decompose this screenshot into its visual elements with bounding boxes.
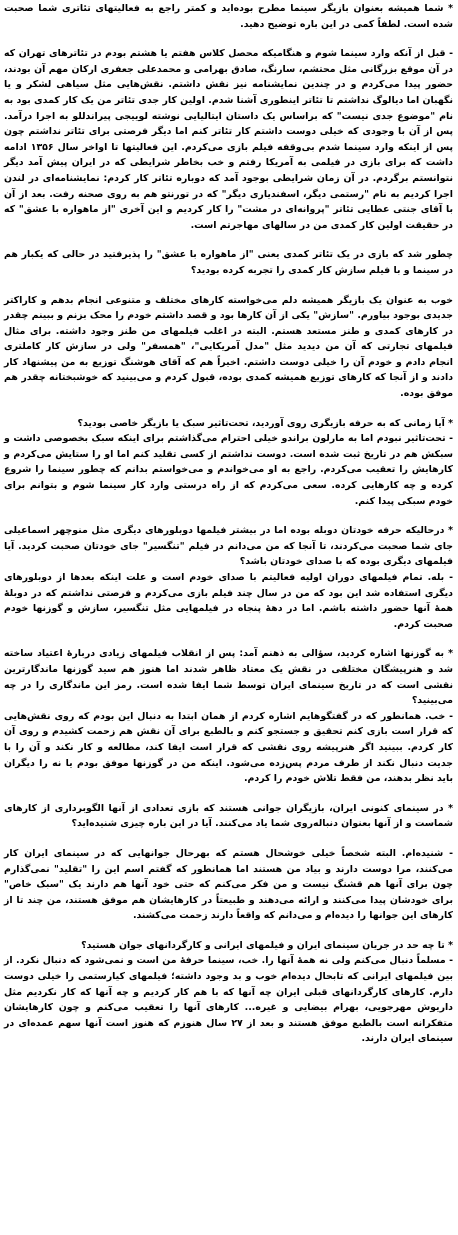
paragraph-qa-iranian-cinema: * تا چه حد در جریان سینمای ایران و فیلمهای ایرانی و کارگردانهای جوان هستید؟ - مسلماً دنبال می‌کنم ولی نه همهٔ آنها را. خب، سینما حرفهٔ من است و نمی‌شود که دنبال نکرد. از بین فیلمهای ایرانی که تابحال دیده‌ام خوب و بد وجود داشته؛ فیلمهای کیارستمی را خیلی دوست دارم. کارهای کارگردانهای قبلی ایران چه آنها که با هم کار کردیم و چه آنها که کار نکردیم مثل داریوش مهرجویی، بهرام بیضایی و غیره... کارهای آنها را تعقیب می‌کنم و چون کارهایشان متفکرانه است بالطبع موفق هستند و بعد از ۲۷ سال هنوزم که هنوز است آنها سهم عمده‌ای در سینمای ایران دارند. xyxy=(4,939,453,1045)
paragraph-question-theater: * شما همیشه بعنوان بازیگر سینما مطرح بوده‌اید و کمتر راجع به فعالیتهای تئاتری شما صحبت شده است. لطفاً کمی در این باره توضیح دهید. xyxy=(4,3,453,30)
paragraph-answer-comedy: خوب به عنوان یک بازیگر همیشه دلم می‌خواسته کارهای مختلف و متنوعی انجام بدهم و کاراکتر جدیدی بوجود بیاورم. "سازش" یکی از آن کارها بود و قصد داشتم خودم را محک بزنم و ببینم چقدر در کارهای کمدی و طنز مستعد هستم. البته در اغلب فیلمهای من طنز وجود داشته. برای مثال فیلمهای تجارتی که آن من دیدید مثل "مدل آمریکایی"، "همسفر" ولی در سازش کار کاملتری انجام دادم و خودم آن را خیلی دوست داشتم. اخیراً هم که آقای هوشنگ توزیع به من پیشنهاد کار دادند و از آنجا که کارهای توزیع همیشه کمدی بوده، قبول کردم و می‌بینید که خوشبختانه چقدر هم موفق بوده. xyxy=(4,294,453,400)
paragraph-qa-acting-style: * آیا زمانی که به حرفه بازیگری روی آوردید، تحت‌تاثیر سبک یا بازیگر خاصی بودید؟ - تحت‌تاثیر نبودم اما به مارلون براندو خیلی احترام می‌گذاشتم برای اینکه سبک بخصوصی داشت و سبکش هم در تاریخ ثبت شده است. دوست نداشتم از کسی تقلید کنم اما او را ستایش می‌کردم و کارهایش را تعقیب می‌کردم. راجع به او می‌خواندم و می‌خواستم بدانم که چطور سینما را شروع کرده و چه کارهایی کرده. سعی می‌کردم که از راه درستی وارد کار سینما شوم و بتوانم برای خودم سبکی پیدا کنم. xyxy=(4,417,453,507)
paragraph-question-comedy: چطور شد که بازی در یک تئاتر کمدی یعنی "از ماهواره با عشق" را پذیرفتید در حالی که یکبار هم در سینما و با فیلم سازش کار کمدی را تجربه کرده بودید؟ xyxy=(4,249,453,276)
document-body xyxy=(4,1,453,1047)
paragraph-qa-gavaznha: * به گوزنها اشاره کردید، سؤالی به ذهنم آمد: پس از انقلاب فیلمهای زیادی دربارهٔ اعتیاد ساخته شد و هنرپیشگان مختلفی در نقش یک معتاد ظاهر شدند اما هنوز هم سید گوزنها ماندگارترین نقشی است که در تاریخ سینمای ایران توسط شما ایفا شده است. رمز این ماندگاری را در چه می‌بینید؟ - خب. همانطور که در گفتگوهایم اشاره کردم از همان ابتدا به دنبال این بودم که روی نقش‌هایی که قرار است بازی کنم تحقیق و جستجو کنم و بالطبع برای آن نقش هم زحمت کشیدم و روی آن کار کردم. ببینید اگر هنرپیشه روی نقشی که قرار است ایفا کند، مطالعه و کار نکند و آن را با جدیت دنبال نکند از طرف مردم پس‌زده می‌شود. اینکه من در گوزنها موفق بودم یا نه را دیگران باید نظر بدهند، من فقط تلاش خودم را کردم. xyxy=(4,648,453,785)
paragraph-question-young-actors: * در سینمای کنونی ایران، بازیگران جوانی هستند که بازی تعدادی از آنها الگوبرداری از کارهای شماست و از آنها بعنوان دنباله‌روی شما یاد می‌کنند. آیا در این باره چیزی شنیده‌اید؟ xyxy=(4,802,453,830)
paragraph-qa-dubbing: * درحالیکه حرفه خودتان دوبله بوده اما در بیشتر فیلمها دوبلورهای دیگری مثل منوچهر اسماعیلی جای شما صحبت می‌کردند، تا آنجا که من می‌دانم در فیلم "تنگسیر" جای خودتان صحبت کردید. آیا فیلمهای دیگری بوده که با صدای خودتان باشد؟ - بله. تمام فیلمهای دوران اولیه فعالیتم با صدای خودم است و علت اینکه بعدها از دوبلورهای دیگری استفاده شد این بود که من در سال چند فیلم بازی می‌کردم و فرصتی نداشتم که در دوبلهٔ همهٔ آنها حضور داشته باشم. اما در دههٔ پنجاه در فیلمهایی مثل تنگسیر، سازش و گوزنها خودم صحبت کردم. xyxy=(4,525,453,630)
paragraph-answer-theater: - قبل از آنکه وارد سینما شوم و هنگامیکه محصل کلاس هفتم یا هشتم بودم در تئاترهای تهران که در آن موقع بزرگانی مثل محتشم، سارنگ، صادق بهرامی و محمدعلی جعفری ارکان مهم آن بودند، حضور پیدا می‌کردم و در چندین نمایشنامه نیز نقش داشتم. نقش‌هایی مثل سیاهی لشکر و یا نگهبان اما دیالوگ نداشتم تا تئاتر اینطوری آشنا شدم. اولین کار جدی تئاتر من یک کار کمدی بود به نام "موضوع جدی نیست" که براساس یک داستان ایتالیایی نوشته لوییجی پیراندللو به اجرا درآمد. پس از آن با وجودی که خیلی دوست داشتم کار تئاتر کنم اما دیگر فرصتی برای تئاتر نداشتم چون پس از اینکه وارد سینما شدم بی‌وقفه فیلم بازی می‌کردم. این فعالیتها تا اواخر سال ۱۳۵۶ ادامه داشت که برای بازی در فیلمی به آمریکا رفتم و خب بخاطر شرایطی که در ایران پیش آمد دیگر نتوانستم برگردم. در آن زمان شرایطی بوجود آمد که دوباره تئاتر کار کردم: نمایشنامه‌ای در لندن اجرا کردیم به نام "رستمی دیگر، اسفندیاری دیگر" که در تورنتو هم به روی صحنه رفت. بعد از آن با آقای جنتی عطایی تئاتر "پروانه‌ای در مشت" را کار کردیم و این آخری "از ماهواره با عشق" که در حقیقت اولین کار کمدی من در سالهای مهاجرتم است. xyxy=(4,48,453,231)
paragraph-answer-young-actors: - شنیده‌ام. البته شخصاً خیلی خوشحال هستم که بهرحال جوانهایی که در سینمای ایران کار می‌کنند، مرا دوست دارند و بیاد من هستند اما همانطور که گفتم اسم این را "تقلید" نمی‌گذارم چون برای آنها هم قشنگ نیست و من فکر می‌کنم که حتی خود آنها هم دارند یک "سبک خاص" برای خودشان پیدا می‌کنند و ارائه می‌دهند و طبیعتاً در کارهایشان هم موفق هستند، من چند تا از کارهای این جوانها را دیده‌ام و می‌دانم که واقعاً دارند زحمت می‌کشند. xyxy=(4,847,453,922)
